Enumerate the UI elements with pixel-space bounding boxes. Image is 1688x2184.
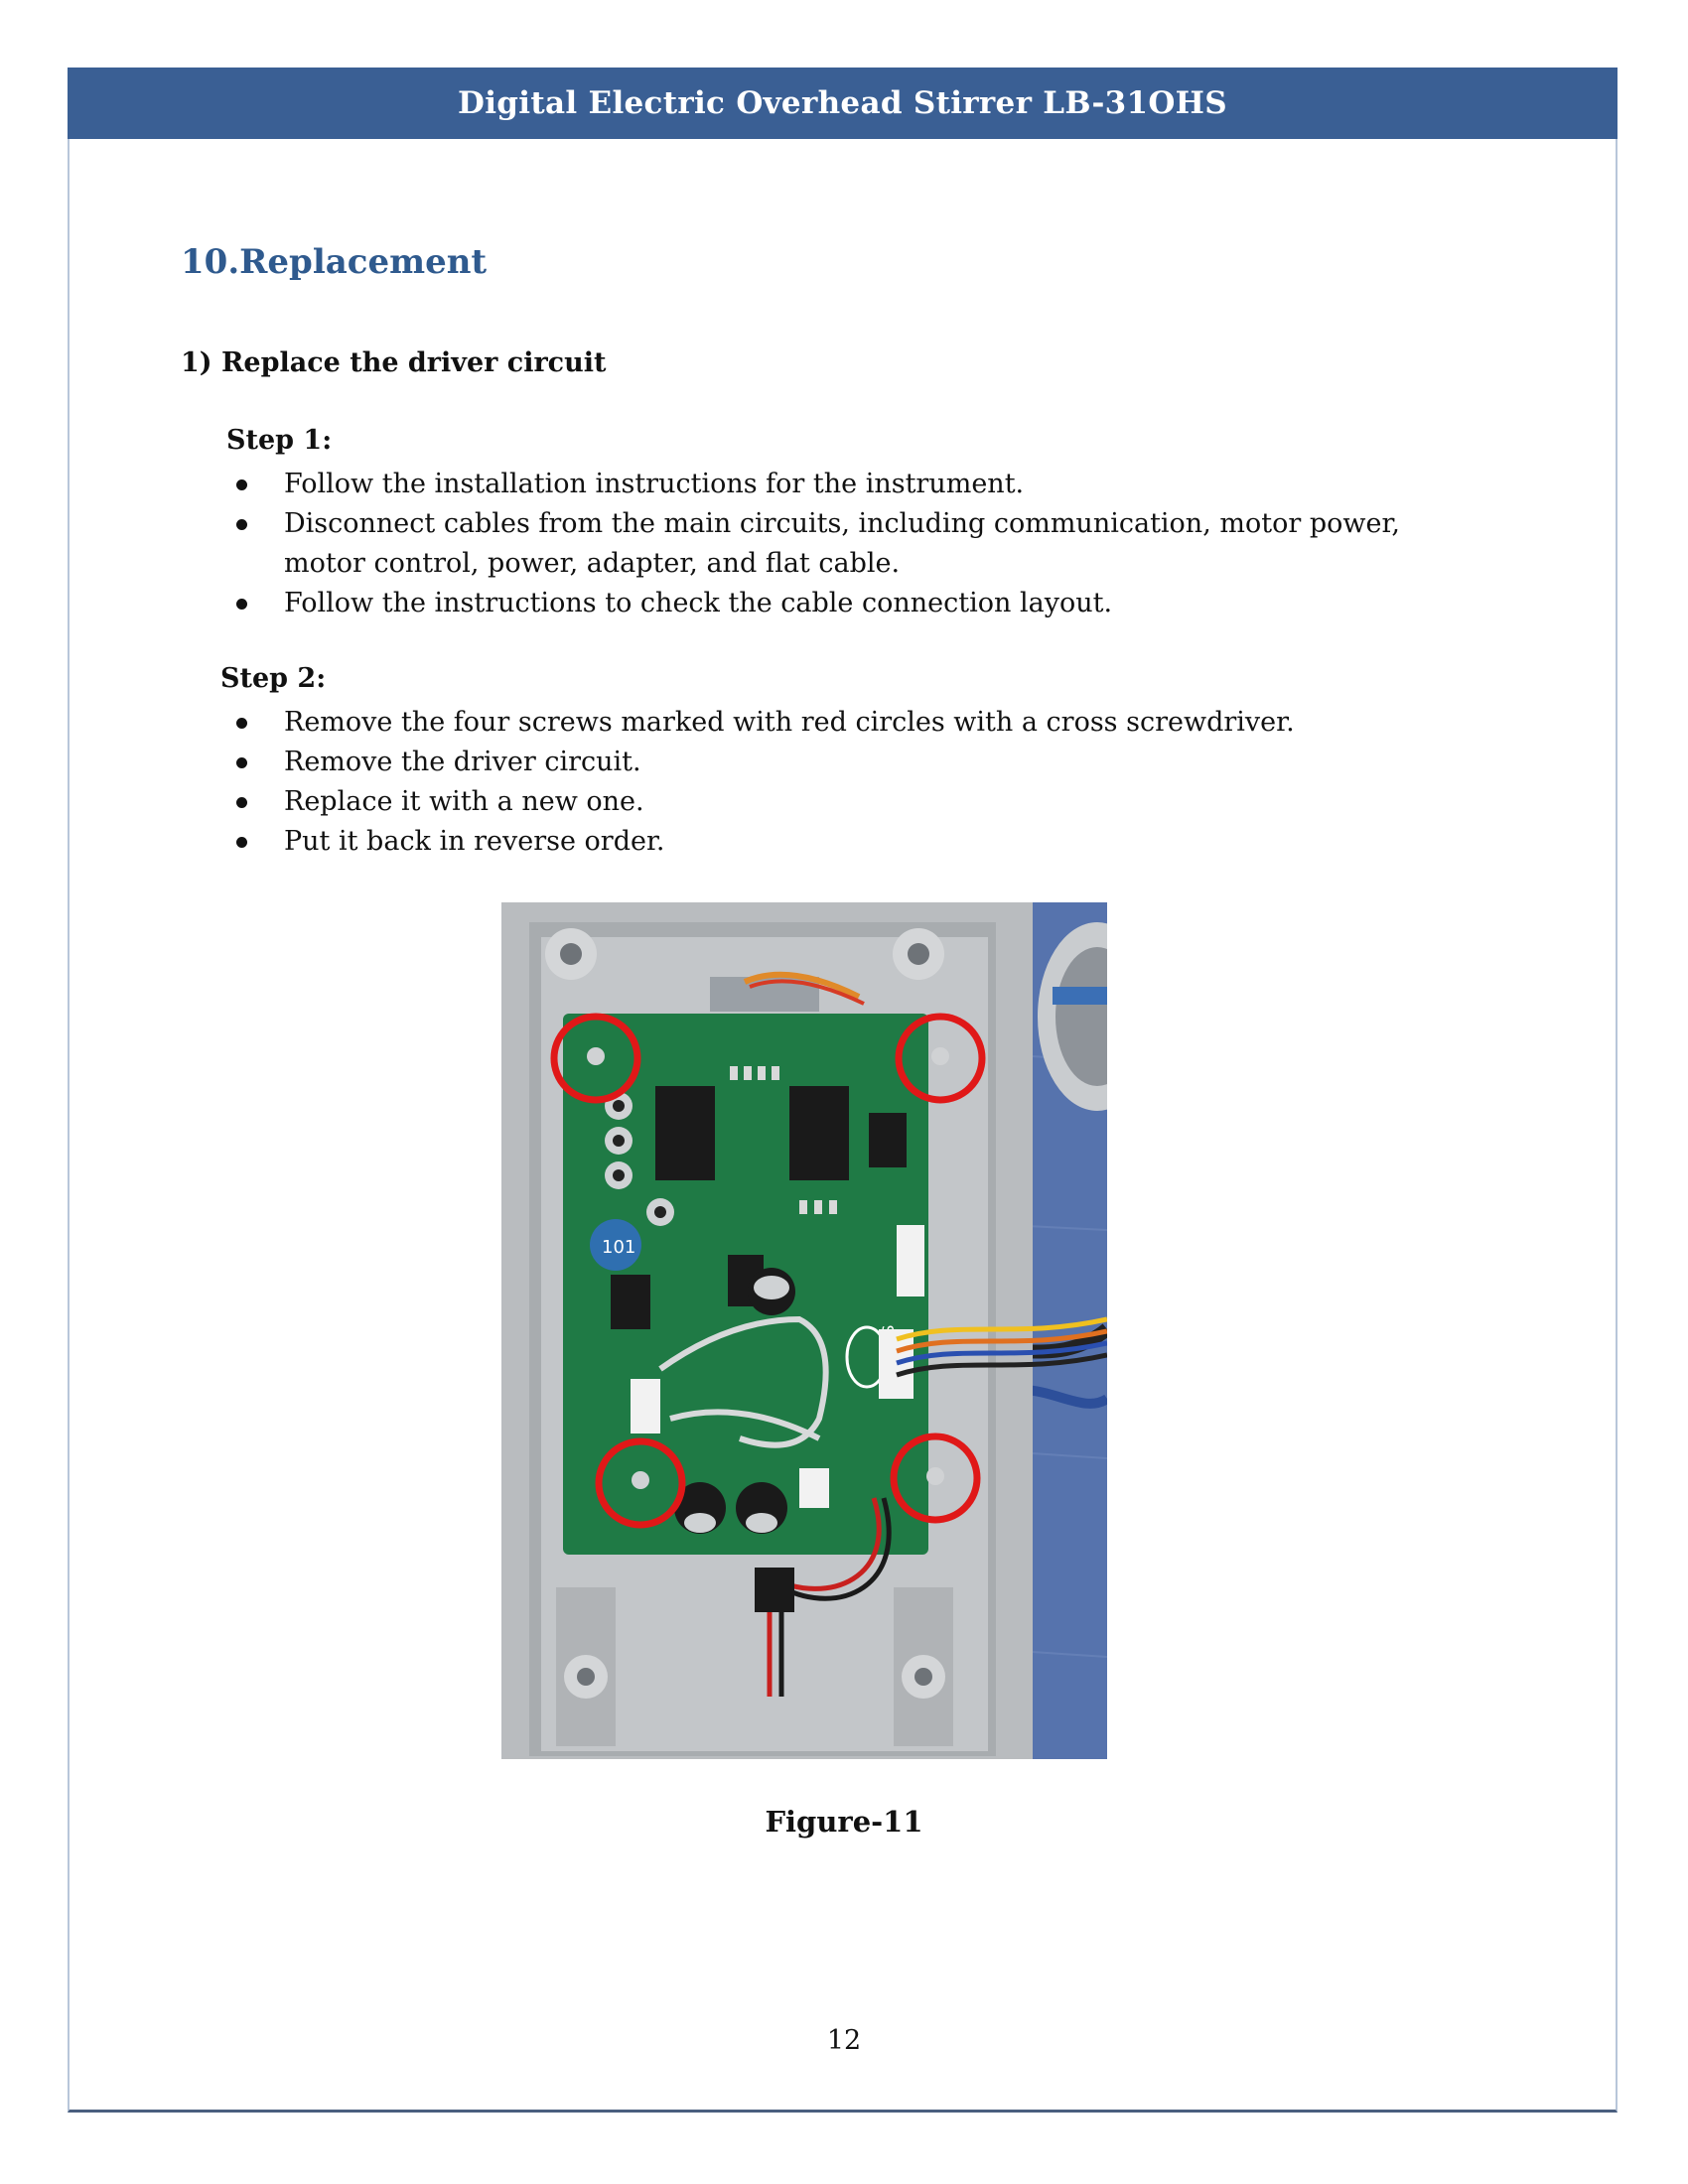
connector: [879, 1329, 914, 1399]
bullet-icon: [236, 479, 247, 490]
document-title: Digital Electric Overhead Stirrer LB-31OHS: [458, 85, 1227, 121]
document-header: [68, 68, 1618, 139]
list-item: [230, 465, 1481, 504]
bullet-icon: [236, 797, 247, 808]
list-item-text: Remove the driver circuit.: [284, 747, 641, 777]
list-item: [230, 822, 1481, 862]
step-1-label: Step 1:: [226, 425, 333, 456]
step-2-label: Step 2:: [220, 663, 327, 694]
list-item-text: Disconnect cables from the main circuits, including communication, motor power, motor control, power, adapter, and flat cable.: [284, 508, 1400, 579]
list-item-text: Remove the four screws marked with red circles with a cross screwdriver.: [284, 707, 1295, 738]
list-item: [230, 584, 1481, 623]
step-1-list: [230, 465, 1481, 623]
connector: [631, 1379, 660, 1433]
step-2-list: [230, 703, 1481, 862]
list-item: [230, 703, 1481, 743]
bullet-icon: [236, 599, 247, 610]
subsection-title: 1) Replace the driver circuit: [181, 347, 607, 378]
list-item-text: Follow the instructions to check the cable connection layout.: [284, 588, 1113, 618]
bullet-icon: [236, 757, 247, 768]
list-item-text: Follow the installation instructions for the instrument.: [284, 469, 1025, 499]
list-item: [230, 743, 1481, 782]
figure-11-photo: [501, 902, 1107, 1759]
capacitor-label: 101: [602, 1237, 636, 1258]
connector: [799, 1468, 829, 1508]
bullet-icon: [236, 718, 247, 729]
list-item-text: Replace it with a new one.: [284, 786, 644, 817]
figure-caption: Figure-11: [765, 1805, 923, 1839]
page-number: 12: [826, 2025, 862, 2056]
bullet-icon: [236, 519, 247, 530]
connector: [897, 1225, 924, 1297]
section-title: 10.Replacement: [181, 242, 488, 282]
list-item: [230, 504, 1481, 584]
list-item: [230, 782, 1481, 822]
list-item-text: Put it back in reverse order.: [284, 826, 665, 857]
bullet-icon: [236, 837, 247, 848]
